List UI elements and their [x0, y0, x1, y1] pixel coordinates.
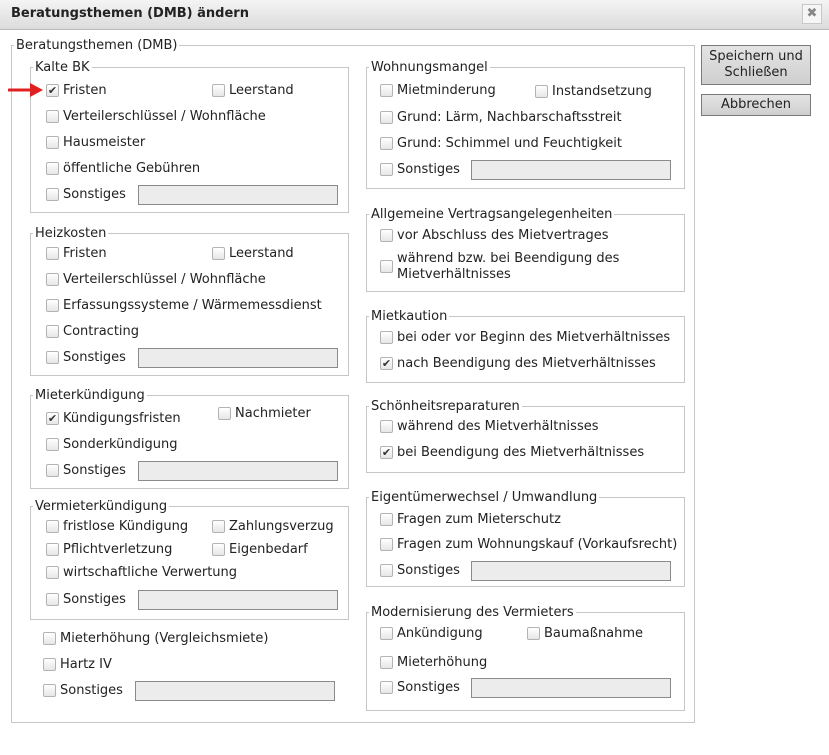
- checkbox-box[interactable]: [380, 331, 393, 344]
- checkbox-box[interactable]: [46, 110, 59, 123]
- mieterkuendigung-sonstiges-input[interactable]: [138, 461, 338, 481]
- checkbox-box[interactable]: [46, 566, 59, 579]
- group-legend: Mieterkündigung: [35, 388, 145, 403]
- dialog-title: Beratungsthemen (DMB) ändern: [11, 6, 249, 21]
- vermieterkuendigung-sonstiges-input[interactable]: [138, 590, 338, 610]
- eigentuemer-sonstiges-input[interactable]: [471, 561, 671, 581]
- group-legend: Kalte BK: [35, 60, 90, 75]
- checkbox-box[interactable]: [218, 407, 231, 420]
- checkbox-box[interactable]: [212, 84, 225, 97]
- checkbox-box[interactable]: ✔: [47, 84, 58, 97]
- checkbox-box[interactable]: [46, 162, 59, 175]
- checkbox-box[interactable]: [380, 513, 393, 526]
- close-icon[interactable]: ✖: [802, 4, 822, 24]
- checkbox-box[interactable]: [380, 627, 393, 640]
- group-legend: Heizkosten: [35, 226, 107, 241]
- checkbox-box[interactable]: [380, 111, 393, 124]
- checkbox-box[interactable]: ✔: [381, 446, 392, 459]
- checkbox-box[interactable]: [212, 520, 225, 533]
- group-legend: Vermieterkündigung: [35, 499, 168, 514]
- group-schoenheitsreparaturen: [366, 399, 685, 473]
- checkbox-box[interactable]: [380, 229, 393, 242]
- group-legend: Schönheitsreparaturen: [371, 399, 520, 414]
- checkbox-box[interactable]: [46, 593, 59, 606]
- cancel-button[interactable]: Abbrechen: [701, 94, 811, 116]
- loose-sonstiges-input[interactable]: [135, 681, 335, 701]
- checkbox-box[interactable]: [212, 247, 225, 260]
- checkbox-box[interactable]: [380, 137, 393, 150]
- checkbox-box[interactable]: [527, 627, 540, 640]
- modernisierung-sonstiges-input[interactable]: [471, 678, 671, 698]
- checkbox-box[interactable]: [43, 632, 56, 645]
- checkbox-box[interactable]: [46, 464, 59, 477]
- checkbox-box[interactable]: ✔: [47, 412, 58, 425]
- checkbox-box[interactable]: ✔: [381, 357, 392, 370]
- main-group-legend: Beratungsthemen (DMB): [16, 38, 178, 53]
- checkbox-box[interactable]: [535, 85, 548, 98]
- group-legend: Mietkaution: [371, 309, 448, 324]
- save-and-close-button[interactable]: Speichern und Schließen: [701, 45, 811, 85]
- heiz-sonstiges-input[interactable]: [138, 348, 338, 368]
- checkbox-box[interactable]: [46, 325, 59, 338]
- checkbox-box[interactable]: [212, 543, 225, 556]
- checkbox-box[interactable]: [46, 247, 59, 260]
- checkbox-box[interactable]: [46, 438, 59, 451]
- checkbox-box[interactable]: [43, 658, 56, 671]
- checkbox-box[interactable]: [380, 84, 393, 97]
- checkbox-box[interactable]: [380, 420, 393, 433]
- group-legend: Wohnungsmangel: [371, 60, 488, 75]
- checkbox-box[interactable]: [380, 163, 393, 176]
- checkbox-box[interactable]: [43, 684, 56, 697]
- checkbox-box[interactable]: [46, 136, 59, 149]
- checkbox-box[interactable]: [46, 188, 59, 201]
- checkbox-box[interactable]: [380, 656, 393, 669]
- group-legend: Modernisierung des Vermieters: [371, 605, 574, 620]
- checkbox-box[interactable]: [380, 260, 393, 273]
- checkbox-box[interactable]: [46, 351, 59, 364]
- dialog-titlebar: [0, 0, 829, 30]
- checkbox-box[interactable]: [380, 681, 393, 694]
- checkbox-box[interactable]: [380, 564, 393, 577]
- checkbox-box[interactable]: [46, 273, 59, 286]
- checkbox-box[interactable]: [46, 543, 59, 556]
- group-legend: Allgemeine Vertragsangelegenheiten: [371, 207, 613, 222]
- group-legend: Eigentümerwechsel / Umwandlung: [371, 490, 598, 505]
- arrow-right-icon: [8, 82, 44, 98]
- checkbox-box[interactable]: [380, 538, 393, 551]
- checkbox-box[interactable]: [46, 299, 59, 312]
- checkbox-box[interactable]: [46, 520, 59, 533]
- kalte-bk-sonstiges-input[interactable]: [138, 185, 338, 205]
- wohnungsmangel-sonstiges-input[interactable]: [471, 160, 671, 180]
